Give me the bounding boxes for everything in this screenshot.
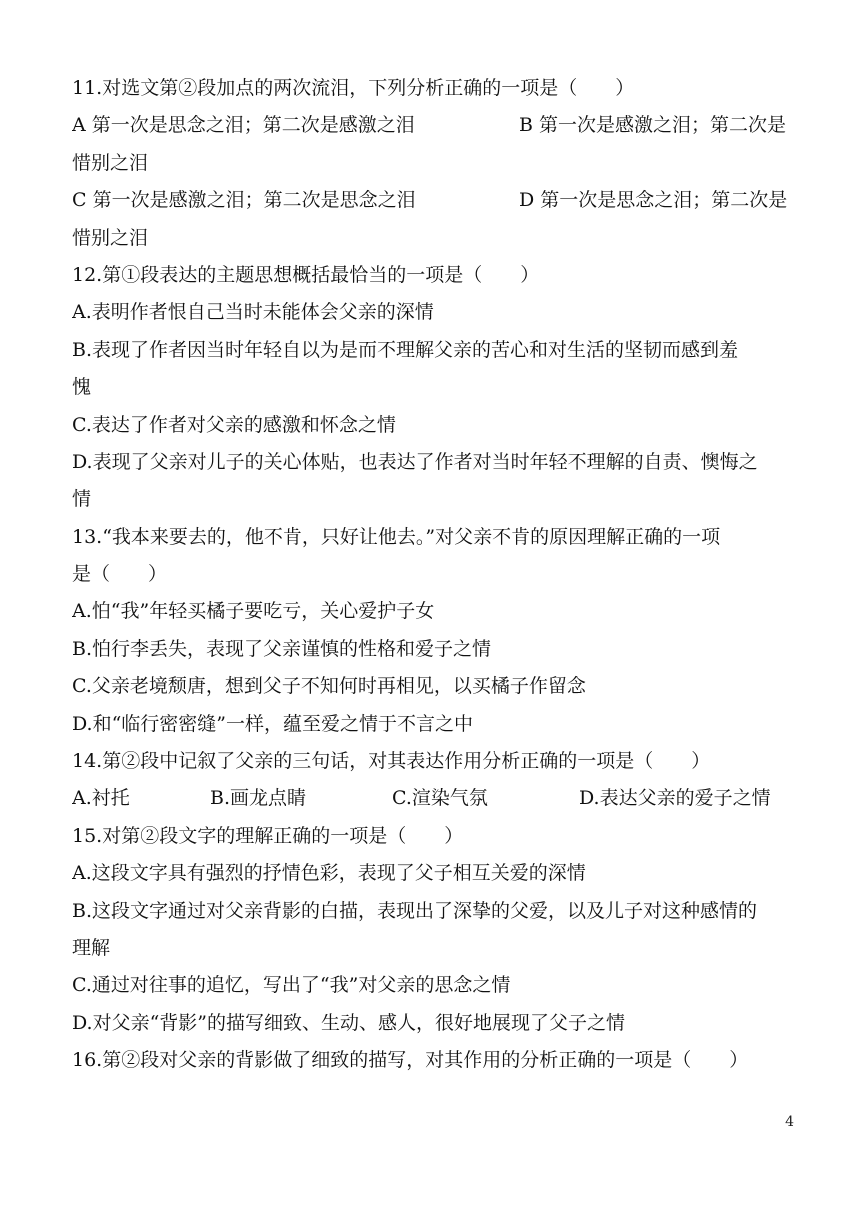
question-15-option-d: D.对父亲“背影”的描写细致、生动、感人，很好地展现了父子之情 [72,1011,626,1034]
question-12-option-d: D.表现了父亲对儿子的关心体贴，也表达了作者对当时年轻不理解的自责、懊悔之 [72,450,758,473]
question-12-option-b: B.表现了作者因当时年轻自以为是而不理解父亲的苦心和对生活的坚韧而感到羞 [72,338,739,361]
question-11-options-row-1 [72,107,792,144]
question-12-option-b-continued: 愧 [72,376,92,399]
question-13-option-a: A.怕“我”年轻买橘子要吃亏，关心爱护子女 [72,600,435,623]
question-list [72,70,792,1080]
question-11-option-d-continued: 惜别之泪 [72,226,149,249]
question-13-stem: 13.“我本来要去的，他不肯，只好让他去。”对父亲不肯的原因理解正确的一项 [72,525,721,548]
question-13-option-c: C.父亲老境颓唐，想到父子不知何时再相见，以买橘子作留念 [72,675,586,698]
question-14-option-a: A.衬托 [72,787,130,810]
question-16-stem: 16.第②段对父亲的背影做了细致的描写，对其作用的分析正确的一项是（ ） [72,1049,749,1072]
question-14-option-d: D.表达父亲的爱子之情 [579,787,771,810]
question-14-stem: 14.第②段中记叙了父亲的三句话，对其表达作用分析正确的一项是（ ） [72,750,711,773]
question-14-option-b: B.画龙点睛 [210,787,307,810]
question-11-option-b-continued: 惜别之泪 [72,151,149,174]
question-14-option-c: C.渲染气氛 [392,787,488,810]
question-15-option-a: A.这段文字具有强烈的抒情色彩，表现了父子相互关爱的深情 [72,862,586,885]
question-11-option-b: B 第一次是感激之泪；第二次是 [519,114,787,137]
question-13-stem-continued: 是（ ） [72,563,168,586]
question-13-option-b: B.怕行李丢失，表现了父亲谨慎的性格和爱子之情 [72,637,492,660]
question-12-option-c: C.表达了作者对父亲的感激和怀念之情 [72,413,396,436]
question-15-option-c: C.通过对往事的追忆，写出了“我”对父亲的思念之情 [72,974,511,997]
question-15-stem: 15.对第②段文字的理解正确的一项是（ ） [72,824,464,847]
question-11-option-a: A 第一次是思念之泪；第二次是感激之泪 [72,114,415,137]
question-11-option-d: D 第一次是思念之泪；第二次是 [519,189,788,212]
page-number: 4 [785,1114,794,1130]
question-11-options-row-2 [72,182,792,219]
question-14-options-row [72,780,792,817]
question-11-option-c: C 第一次是感激之泪；第二次是思念之泪 [72,189,416,212]
question-15-option-b: B.这段文字通过对父亲背影的白描，表现出了深挚的父爱，以及儿子对这种感情的 [72,899,758,922]
question-11-stem: 11.对选文第②段加点的两次流泪，下列分析正确的一项是（ ） [72,77,635,99]
question-12-stem: 12.第①段表达的主题思想概括最恰当的一项是（ ） [72,263,540,286]
question-15-option-b-continued: 理解 [72,936,111,959]
question-12-option-d-continued: 情 [72,488,92,511]
question-12-option-a: A.表明作者恨自己当时未能体会父亲的深情 [72,301,434,324]
question-13-option-d: D.和“临行密密缝”一样，蕴至爱之情于不言之中 [72,712,474,735]
